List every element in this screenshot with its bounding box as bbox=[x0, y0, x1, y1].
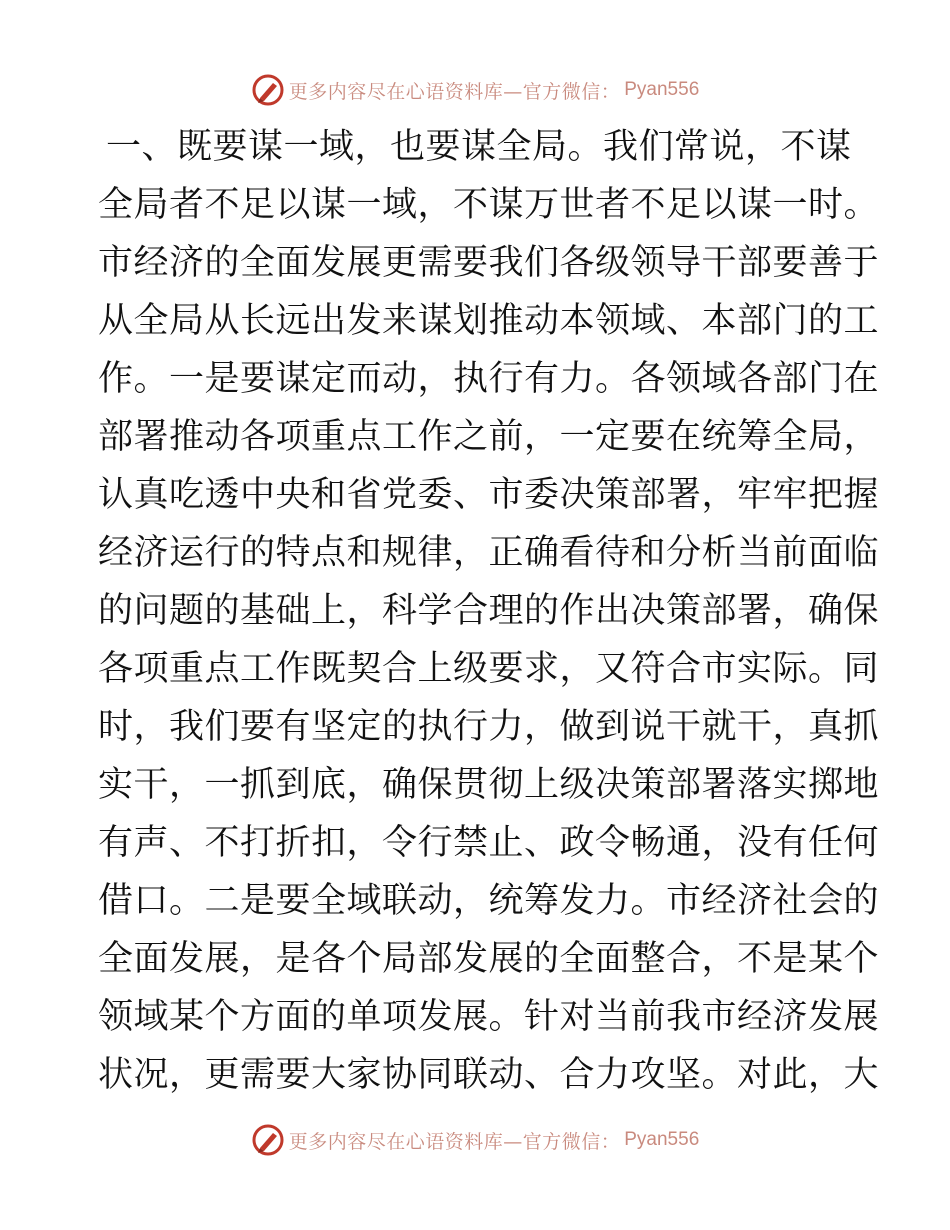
text-line: 实干，一抓到底，确保贯彻上级决策部署落实掷地 bbox=[98, 765, 880, 805]
text-line: 借口。二是要全域联动，统筹发力。市经济社会的 bbox=[98, 881, 880, 921]
text-line: 经济运行的特点和规律，正确看待和分析当前面临 bbox=[98, 533, 880, 573]
watermark-text: 更多内容尽在心语资料库—官方微信： bbox=[288, 80, 621, 103]
text-line: 状况，更需要大家协同联动、合力攻坚。对此，大 bbox=[98, 1055, 880, 1095]
text-line: 全面发展，是各个局部发展的全面整合，不是某个 bbox=[98, 939, 880, 979]
text-line: 作。一是要谋定而动，执行有力。各领域各部门在 bbox=[98, 359, 880, 399]
text-line: 部署推动各项重点工作之前，一定要在统筹全局， bbox=[98, 417, 880, 457]
pen-logo-icon bbox=[251, 1123, 285, 1157]
text-line: 时，我们要有坚定的执行力，做到说干就干，真抓 bbox=[98, 707, 880, 747]
footer-watermark bbox=[0, 1120, 950, 1160]
document-body bbox=[98, 118, 880, 1104]
text-line: 从全局从长远出发来谋划推动本领域、本部门的工 bbox=[98, 301, 880, 341]
watermark-text: 更多内容尽在心语资料库—官方微信： bbox=[288, 1130, 621, 1153]
header-watermark bbox=[0, 70, 950, 110]
text-line: 一、既要谋一域，也要谋全局。我们常说，不谋 bbox=[106, 127, 852, 167]
text-line: 市经济的全面发展更需要我们各级领导干部要善于 bbox=[98, 243, 880, 283]
text-line: 领域某个方面的单项发展。针对当前我市经济发展 bbox=[98, 997, 880, 1037]
text-line: 的问题的基础上，科学合理的作出决策部署，确保 bbox=[98, 591, 880, 631]
watermark-wechat-id: Pyan556 bbox=[624, 79, 700, 100]
pen-logo-icon bbox=[251, 73, 285, 107]
text-line: 有声、不打折扣，令行禁止、政令畅通，没有任何 bbox=[98, 823, 880, 863]
text-line: 各项重点工作既契合上级要求，又符合市实际。同 bbox=[98, 649, 880, 689]
text-line: 全局者不足以谋一域，不谋万世者不足以谋一时。 bbox=[98, 185, 880, 225]
watermark-wechat-id: Pyan556 bbox=[624, 1129, 700, 1150]
text-line: 认真吃透中央和省党委、市委决策部署，牢牢把握 bbox=[98, 475, 880, 515]
